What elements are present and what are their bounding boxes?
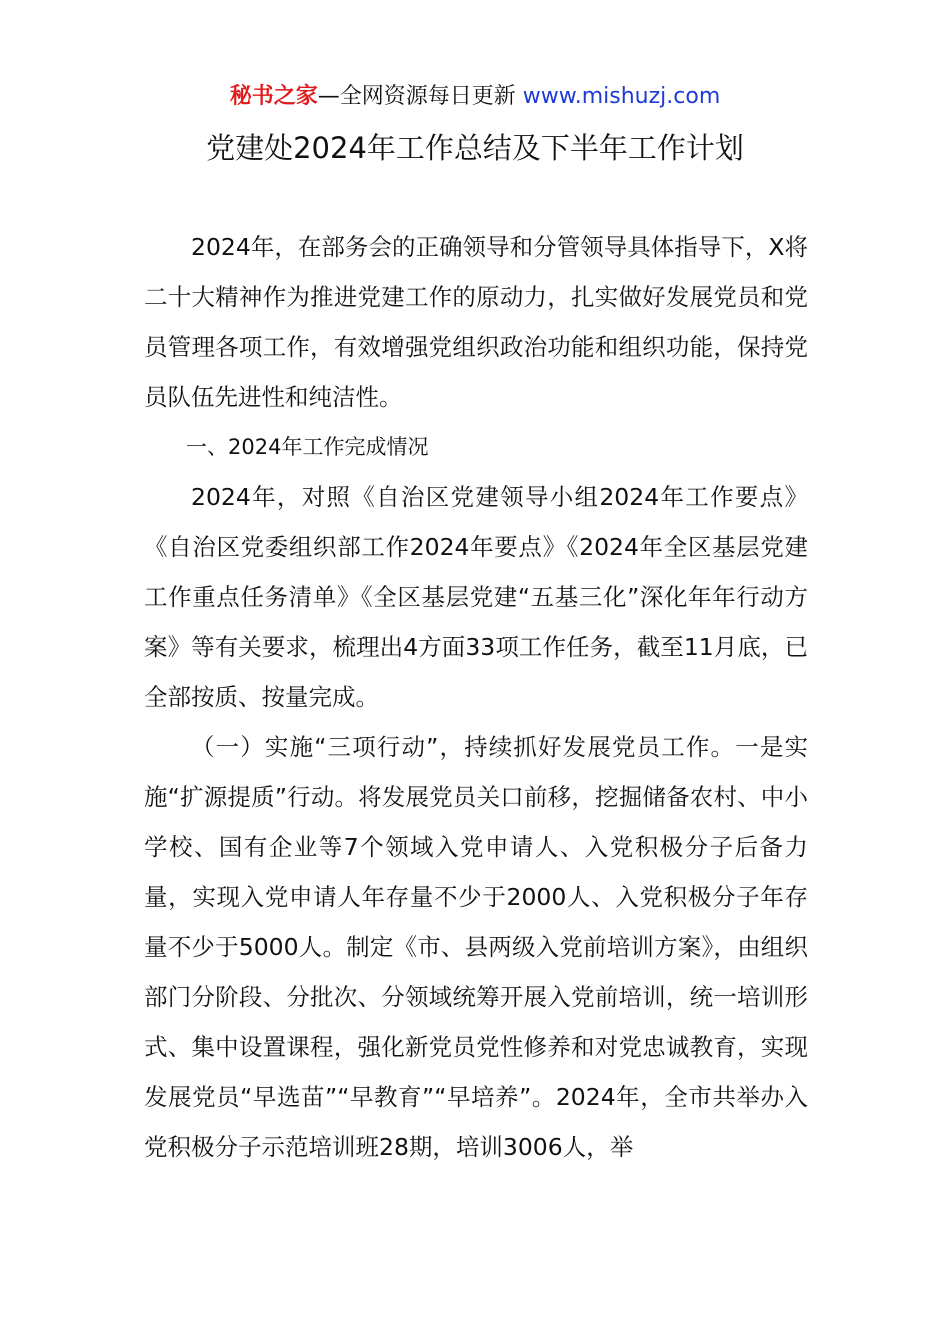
brand-name: 秘书之家 (229, 84, 318, 109)
site-header (0, 82, 950, 112)
section-heading: 一、2024年工作完成情况 (186, 435, 429, 459)
document-body (144, 222, 808, 1172)
header-tagline: —全网资源每日更新 (317, 84, 516, 109)
document-title: 党建处2024年工作总结及下半年工作计划 (206, 131, 744, 165)
intro-paragraph: 2024年，在部务会的正确领导和分管领导具体指导下，X将二十大精神作为推进党建工作的原动力，扎实做好发展党员和党员管理各项工作，有效增强党组织政治功能和组织功能，保持党员队伍先进性和纯洁性。 (144, 233, 808, 411)
body-paragraph: 2024年，对照《自治区党建领导小组2024年工作要点》《自治区党委组织部工作2024年要点》《2024年全区基层党建工作重点任务清单》《全区基层党建“五基三化”深化年年行动方案》等有关要求，梳理出4方面33项工作任务，截至11月底，已全部按质、按量完成。 (144, 483, 808, 711)
body-paragraph: （一）实施“三项行动”，持续抓好发展党员工作。一是实施“扩源提质”行动。将发展党员关口前移，挖掘储备农村、中小学校、国有企业等7个领域入党申请人、入党积极分子后备力量，实现入党申请人年存量不少于2000人、入党积极分子年存量不少于5000人。制定《市、县两级入党前培训方案》，由组织部门分阶段、分批次、分领域统筹开展入党前培训，统一培训形式、集中设置课程，强化新党员党性修养和对党忠诚教育，实现发展党员“早选苗”“早教育”“早培养”。2024年，全市共举办入党积极分子示范培训班28期，培训3006人，举 (144, 733, 808, 1161)
site-url[interactable]: www.mishuzj.com (522, 84, 721, 109)
